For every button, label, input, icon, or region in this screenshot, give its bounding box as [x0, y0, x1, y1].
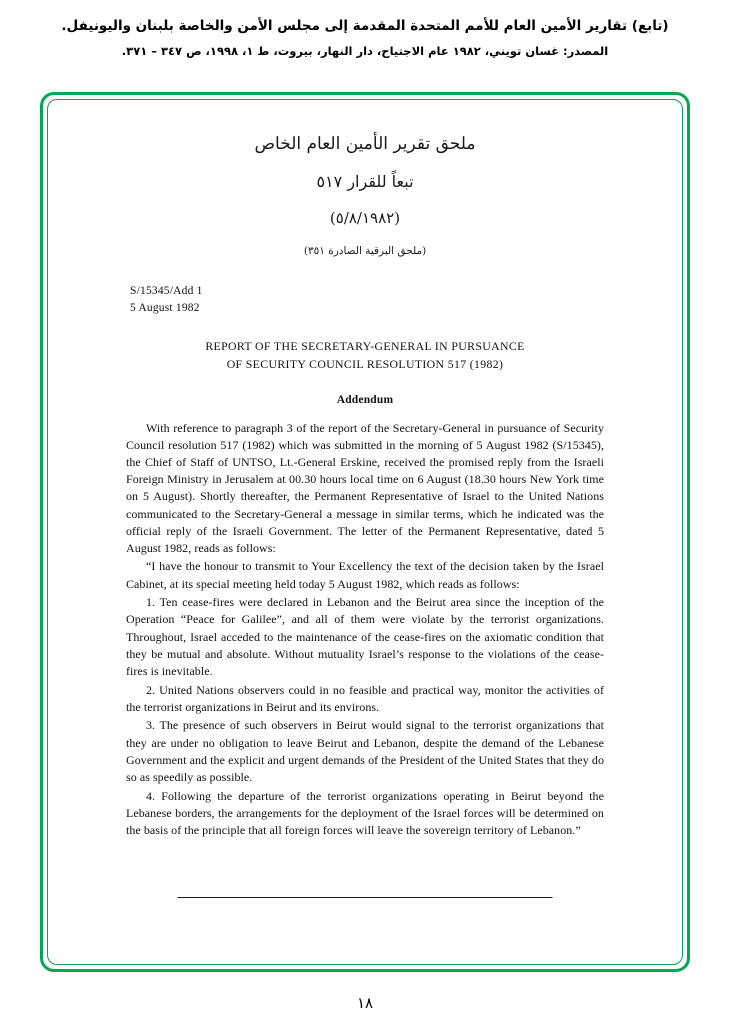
- document-header: [0, 0, 730, 61]
- paragraph-item-3: 3. The presence of such observers in Beirut would signal to the terrorist organizations that they are under no obligation to leave Beirut and Lebanon, despite the demand of the Lebanese Government and the explicit and urgent demands of the President of the United States that they do so as speedily as possible.: [126, 718, 604, 784]
- report-body: [126, 420, 604, 839]
- paragraph-item-1: 1. Ten cease-fires were declared in Lebanon and the Beirut area since the inception of the Operation “Peace for Galilee”, and all of them were violate by the terrorist organizations. Throughout, Israel acceded to the maintenance of the cease-fires on the axiomatic condition that they be mutual and absolute. Without mutuality Israel’s response to the violations of the cease-fires is inevitable.: [126, 595, 604, 678]
- green-page-frame: [40, 92, 690, 972]
- page-number: ١٨: [356, 994, 374, 1012]
- report-title-line-1: REPORT OF THE SECRETARY-GENERAL IN PURSUANCE: [205, 339, 525, 354]
- document-content: [48, 100, 682, 964]
- document-date: 5 August 1982: [130, 301, 200, 314]
- header-source-arabic: المصدر: غسان تويني، ١٩٨٢ عام الاجتياح، دار النهار، بيروت، ط ١، ١٩٩٨، ص ٣٤٧ – ٣٧١.: [121, 44, 609, 59]
- paragraph-intro: With reference to paragraph 3 of the report of the Secretary-General in pursuance of Security Council resolution 517 (1982) which was submitted in the morning of 5 August 1982 (S/15345), the Chief of Staff of UNTSO, Lt.-General Erskine, received the promised reply from the Israeli Foreign Ministry in Jerusalem at 00.30 hours local time on 6 August (18.30 hours New York time on 5 August). Shortly thereafter, the Permanent Representative of Israel to the United Nations communicated to the Secretary-General a message in similar terms, which he indicated was the official reply of the Israeli Government. The letter of the Permanent Representative, dated 5 August 1982, reads as follows:: [126, 420, 604, 555]
- report-title-line-2: OF SECURITY COUNCIL RESOLUTION 517 (1982): [226, 357, 504, 372]
- green-page-frame-inner: [47, 99, 683, 965]
- header-title-arabic: (تابع) تقارير الأمين العام للأمم المتحدة المقدمة إلى مجلس الأمن والخاصة بلبنان واليونيفل.: [61, 18, 669, 34]
- arabic-title-line-1: ملحق تقرير الأمين العام الخاص: [254, 134, 476, 154]
- paragraph-quote-opening: “I have the honour to transmit to Your Excellency the text of the decision taken by the Israel Cabinet, at its special meeting held today 5 August 1982, which reads as follows:: [126, 559, 604, 591]
- arabic-title-line-2: تبعاً للقرار ٥١٧: [316, 172, 414, 191]
- addendum-heading: Addendum: [336, 393, 394, 406]
- footer-rule: [178, 897, 553, 898]
- document-symbol: S/15345/Add 1: [130, 285, 203, 297]
- report-title: [126, 338, 604, 373]
- arabic-title-date: (٥/٨/١٩٨٢): [329, 209, 401, 227]
- document-reference: [130, 283, 604, 316]
- paragraph-item-4: 4. Following the departure of the terrorist organizations operating in Beirut beyond the Lebanese borders, the arrangements for the deployment of the Israel forces will be determined on the basis of the principle that all foreign forces will leave the sovereign territory of Lebanon.”: [126, 788, 604, 837]
- paragraph-item-2: 2. United Nations observers could in no feasible and practical way, monitor the activities of the terrorist organizations in Beirut and its environs.: [126, 682, 604, 714]
- arabic-title-block: [126, 134, 604, 257]
- arabic-title-note: (ملحق البرقية الصادرة ٣٥١): [303, 245, 427, 257]
